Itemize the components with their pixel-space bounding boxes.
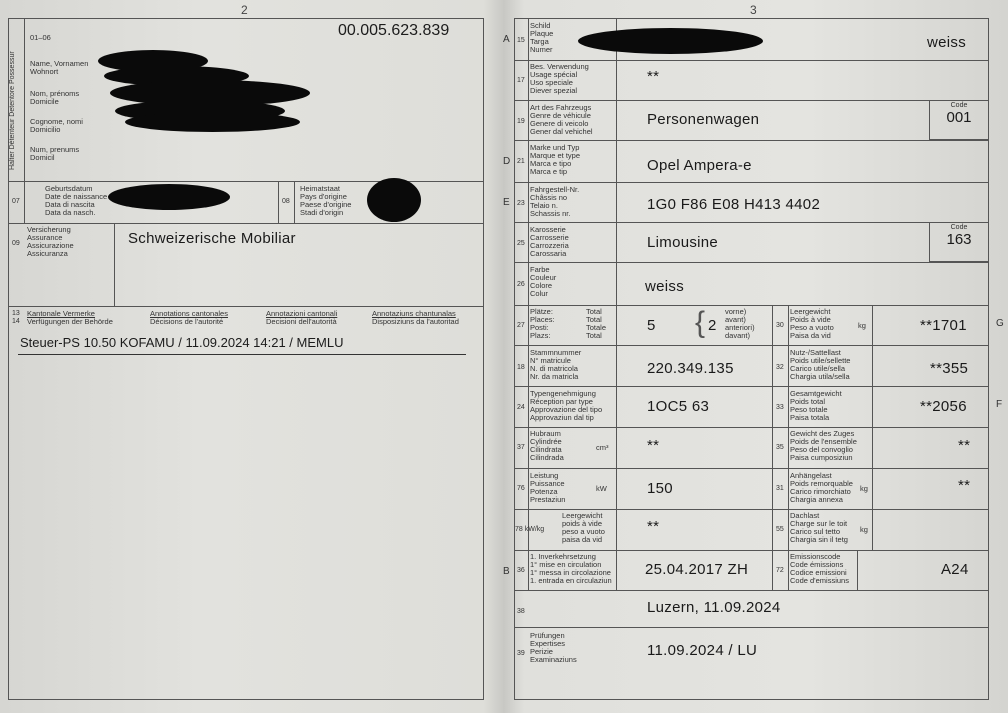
matriculation-label: Stammnummer N° matricule N. di matricola Nr. da matricla <box>530 348 582 381</box>
inspections-value: 11.09.2024 / LU <box>647 642 758 659</box>
displacement-value: ** <box>647 437 660 454</box>
field-num-18: 18 <box>517 364 525 371</box>
vehicle-type-value: Personenwagen <box>647 111 760 128</box>
redaction <box>125 112 300 132</box>
page-number-right: 3 <box>750 3 757 17</box>
field-num-27: 27 <box>517 322 525 329</box>
kw-per-kg-label: Leergewicht poids à vide peso a vuoto paisa da vid <box>562 511 605 544</box>
plate-color: weiss <box>927 34 967 51</box>
remarks-entry: Steuer-PS 10.50 KOFAMU / 11.09.2024 14:21 / MEMLU <box>20 335 344 350</box>
insurance-value: Schweizerische Mobiliar <box>128 230 296 247</box>
seats-total-label: Total Total Totale Total <box>586 307 607 340</box>
type-approval-label: Typengenehmigung Réception par type Approvazione del tipo Approvaziun dal tip <box>530 389 603 422</box>
train-weight-label: Gewicht des Zuges Poids de l'ensemble Peso del convoglio Paisa cumposiziun <box>790 429 857 462</box>
field-num-26: 26 <box>517 281 525 288</box>
field-num-24: 24 <box>517 404 525 411</box>
seats-front-label: vorne) avant) anteriori) davant) <box>725 307 755 340</box>
power-unit: kW <box>596 484 607 493</box>
empty-weight-value: **1701 <box>920 317 967 334</box>
roof-load-unit: kg <box>860 525 868 534</box>
field-num-08: 08 <box>282 198 290 205</box>
holder-label-it: Cognome, nomi Domicilio <box>30 117 83 134</box>
redaction <box>367 178 421 222</box>
vehicle-type-code: Code 001 <box>929 100 989 140</box>
roof-load-label: Dachlast Charge sur le toit Carico sul tetto Chargia sin il tetg <box>790 511 848 544</box>
field-num-09: 09 <box>12 240 20 247</box>
trailer-load-label: Anhängelast Poids remorquable Carico rimorchiato Chargia annexa <box>790 471 853 504</box>
field-num-21: 21 <box>517 158 525 165</box>
inspections-label: Prüfungen Expertises Perizie Examinaziuns <box>530 631 577 664</box>
field-num-78: 78 kW/kg <box>515 526 545 533</box>
body-label: Karosserie Carrosserie Carrozzeria Carossaria <box>530 225 569 258</box>
field-num-23: 23 <box>517 200 525 207</box>
remarks-label-fr: Annotations cantonales Décisions de l'autorité <box>150 309 228 326</box>
margin-letter-f: F <box>996 399 1003 410</box>
insurance-label: Versicherung Assurance Assicurazione Assicuranza <box>27 225 74 258</box>
power-label: Leistung Puissance Potenza Prestaziun <box>530 471 566 504</box>
field-num-25: 25 <box>517 240 525 247</box>
chassis-number: 1G0 F86 E08 H413 4402 <box>647 196 821 213</box>
field-num-38: 38 <box>517 608 525 615</box>
payload-value: **355 <box>930 360 969 377</box>
train-weight-value: ** <box>958 437 971 454</box>
document-number: 00.005.623.839 <box>338 22 450 39</box>
field-01-06: 01–06 <box>30 33 51 42</box>
displacement-label: Hubraum Cylindrée Cilindrata Cilindrada <box>530 429 564 462</box>
total-weight-value: **2056 <box>920 398 967 415</box>
field-num-07: 07 <box>12 198 20 205</box>
holder-label-de: Name, Vornamen Wohnort <box>30 59 89 76</box>
seats-front: 2 <box>708 317 717 334</box>
redaction <box>578 28 763 54</box>
empty-weight-label: Leergewicht Poids à vide Peso a vuoto Paisa da vid <box>790 307 834 340</box>
page-number-left: 2 <box>241 3 248 17</box>
holder-vertical-label: Halter Détenteur Detentore Possessur <box>9 51 16 170</box>
seats-total: 5 <box>647 317 656 334</box>
type-approval-value: 1OC5 63 <box>647 398 710 415</box>
field-num-72: 72 <box>776 567 784 574</box>
margin-letter-e: E <box>503 197 510 208</box>
field-num-35: 35 <box>776 444 784 451</box>
field-num-31: 31 <box>776 485 784 492</box>
margin-letter-g: G <box>996 318 1004 329</box>
chassis-label: Fahrgestell-Nr. Châssis no Telaio n. Schassis nr. <box>530 185 580 218</box>
seats-label: Plätze: Places: Posti: Plazs: <box>530 307 555 340</box>
field-num-39: 39 <box>517 650 525 657</box>
matriculation-value: 220.349.135 <box>647 360 734 377</box>
margin-letter-d: D <box>503 156 511 167</box>
remarks-label-it: Annotazioni cantonali Decisioni dell'autorità <box>266 309 338 326</box>
color-label: Farbe Couleur Colore Colur <box>530 265 557 298</box>
trailer-load-value: ** <box>958 477 971 494</box>
vehicle-type-label: Art des Fahrzeugs Genre de véhicule Genere di veicolo Gener dal vehichel <box>530 103 593 136</box>
field-num-15: 15 <box>517 37 525 44</box>
special-use-value: ** <box>647 68 660 85</box>
redaction <box>108 184 230 210</box>
seats-brace: { <box>695 306 706 339</box>
plate-label: Schild Plaque Targa Numer <box>530 21 554 54</box>
field-num-32: 32 <box>776 364 784 371</box>
payload-label: Nutz-/Sattellast Poids utile/sellette Carico utile/sella Chargia utila/sella <box>790 348 851 381</box>
field-num-36: 36 <box>517 567 525 574</box>
field-num-19: 19 <box>517 118 525 125</box>
special-use-label: Bes. Verwendung Usage spécial Uso speciale Diever spezial <box>530 62 589 95</box>
holder-label-fr: Nom, prénoms Domicile <box>30 89 80 106</box>
trailer-load-unit: kg <box>860 484 868 493</box>
emission-label: Emissionscode Code émissions Codice emissioni Code d'emissiuns <box>790 552 849 585</box>
first-registration-value: 25.04.2017 ZH <box>645 561 749 578</box>
birth-date-label: Geburtsdatum Date de naissance Data di nascita Data da nasch. <box>45 184 108 217</box>
field-num-55: 55 <box>776 526 784 533</box>
origin-label: Heimatstaat Pays d'origine Paese d'origine Stadi d'origin <box>300 184 352 217</box>
body-code: Code 163 <box>929 222 989 262</box>
field-num-13-14: 13 14 <box>12 310 20 325</box>
margin-letter-b: B <box>503 566 510 577</box>
holder-label-rm: Num, prenums Domicil <box>30 145 80 162</box>
remarks-label-de: Kantonale Vermerke Verfügungen der Behörde <box>27 309 113 326</box>
color-value: weiss <box>645 278 685 295</box>
displacement-unit: cm³ <box>596 443 609 452</box>
total-weight-label: Gesamtgewicht Poids total Peso totale Paisa totala <box>790 389 842 422</box>
field-num-30: 30 <box>776 322 784 329</box>
power-value: 150 <box>647 480 673 497</box>
make-type-value: Opel Ampera-e <box>647 157 752 174</box>
empty-weight-unit: kg <box>858 321 866 330</box>
body-value: Limousine <box>647 234 719 251</box>
remarks-label-rm: Annotaziuns chantunalas Disposiziuns da l'autoritad <box>372 309 459 326</box>
place-date-value: Luzern, 11.09.2024 <box>647 599 781 616</box>
make-type-label: Marke und Typ Marque et type Marca e tipo Marca e tip <box>530 143 581 176</box>
field-num-37: 37 <box>517 444 525 451</box>
kw-per-kg-value: ** <box>647 518 660 535</box>
field-num-33: 33 <box>776 404 784 411</box>
emission-value: A24 <box>941 561 969 578</box>
field-num-17: 17 <box>517 77 525 84</box>
margin-letter-a: A <box>503 34 510 45</box>
first-registration-label: 1. Inverkehrsetzung 1° mise en circulation 1° messa in circolazione 1. entrada en circulaziun <box>530 552 612 585</box>
field-num-76: 76 <box>517 485 525 492</box>
